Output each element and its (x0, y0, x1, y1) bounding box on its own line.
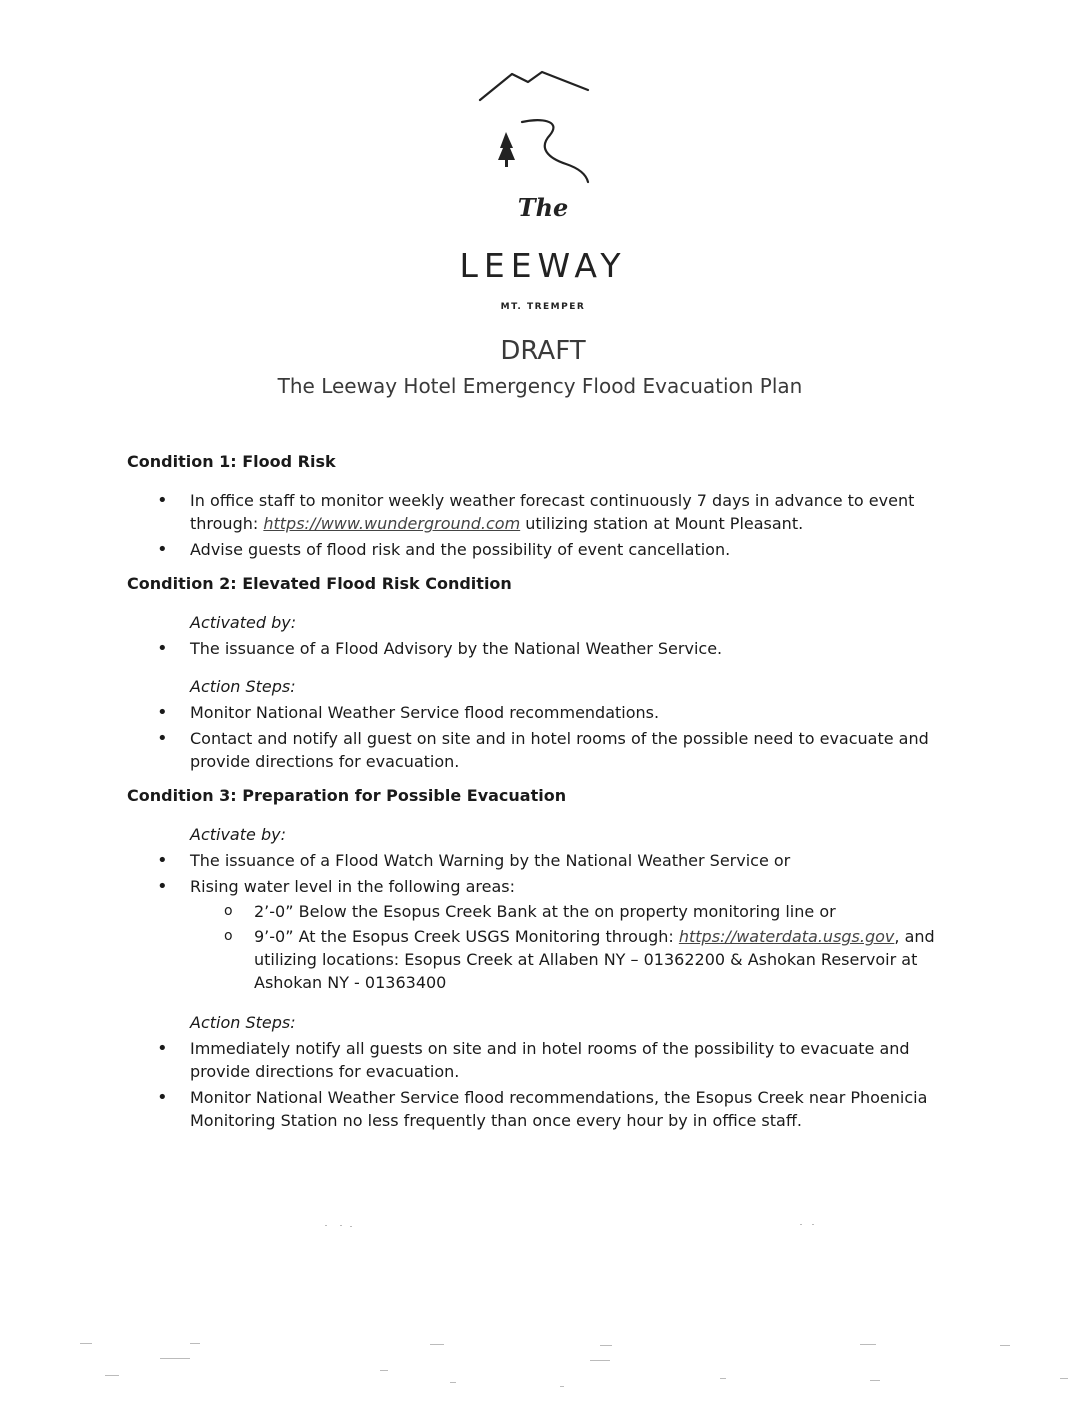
condition-1-bullet-monitor-text-b: utilizing station at Mount Pleasant. (520, 514, 804, 533)
condition-2-activated-list (127, 637, 967, 660)
condition-2-action-bullet-notify: • Contact and notify all guest on site and in hotel rooms of the possible need to evacuate and provide directions for evacuation. (127, 727, 967, 773)
mountain-ridge-line (480, 72, 588, 100)
water-level-usgs-item (190, 925, 967, 994)
river-line (522, 120, 588, 182)
logo-name: LEEWAY (459, 246, 627, 285)
wunderground-link[interactable]: https://www.wunderground.com (263, 514, 521, 533)
logo-location: MT. TREMPER (500, 302, 586, 312)
draft-label: DRAFT (500, 336, 586, 366)
condition-1-bullet-monitor (127, 489, 967, 535)
condition-3-heading: Condition 3: Preparation for Possible Evacuation (127, 786, 567, 805)
condition-2-action-label: Action Steps: (190, 677, 296, 696)
water-level-usgs-text-a: 9’-0” At the Esopus Creek USGS Monitoring through: (254, 927, 679, 946)
document-title: The Leeway Hotel Emergency Flood Evacuation Plan (277, 374, 803, 398)
condition-1-heading: Condition 1: Flood Risk (127, 452, 336, 471)
condition-3-activated-list (127, 849, 967, 994)
leeway-mountain-river-logo (470, 60, 600, 195)
logo-the-script: The (517, 193, 569, 222)
condition-2-action-bullet-monitor: • Monitor National Weather Service flood recommendations. (127, 701, 967, 724)
condition-2-action-list (127, 701, 967, 773)
condition-2-activated-bullet: • The issuance of a Flood Advisory by the National Weather Service. (127, 637, 967, 660)
water-level-usgs-text-b: , and utilizing locations: Esopus Creek at Allaben NY – 01362200 & Ashokan Reservoir at Ashokan NY - 01363400 (254, 927, 935, 992)
condition-1-list (127, 489, 967, 561)
document-body (127, 450, 967, 1135)
scan-noise (0, 1200, 1086, 1400)
water-level-sublist (190, 900, 967, 994)
condition-3-activated-label: Activate by: (190, 825, 286, 844)
condition-1-bullet-monitor-text-a: In office staff to monitor weekly weather forecast continuously 7 days in advance to event through: (190, 491, 915, 533)
condition-3-action-bullet-monitor: • Monitor National Weather Service flood recommendations, the Esopus Creek near Phoenicia Monitoring Station no less frequently than once every hour by in office staff. (127, 1086, 967, 1132)
condition-1-bullet-advise: • Advise guests of flood risk and the possibility of event cancellation. (127, 538, 967, 561)
condition-3-activated-bullet-water-text: Rising water level in the following areas: (190, 877, 515, 896)
condition-2-activated-label: Activated by: (190, 613, 297, 632)
condition-2-heading: Condition 2: Elevated Flood Risk Condition (127, 574, 512, 593)
tree-icon (498, 132, 515, 167)
condition-3-activated-bullet-watch: • The issuance of a Flood Watch Warning by the National Weather Service or (127, 849, 967, 872)
condition-3-action-bullet-notify: • Immediately notify all guests on site and in hotel rooms of the possibility to evacuate and provide directions for evacuation. (127, 1037, 967, 1083)
water-level-bank-item: o 2’-0” Below the Esopus Creek Bank at the on property monitoring line or (190, 900, 967, 923)
usgs-waterdata-link[interactable]: https://waterdata.usgs.gov (678, 927, 895, 946)
condition-3-action-label: Action Steps: (190, 1013, 296, 1032)
condition-3-activated-bullet-water (127, 875, 967, 994)
condition-3-action-list (127, 1037, 967, 1132)
